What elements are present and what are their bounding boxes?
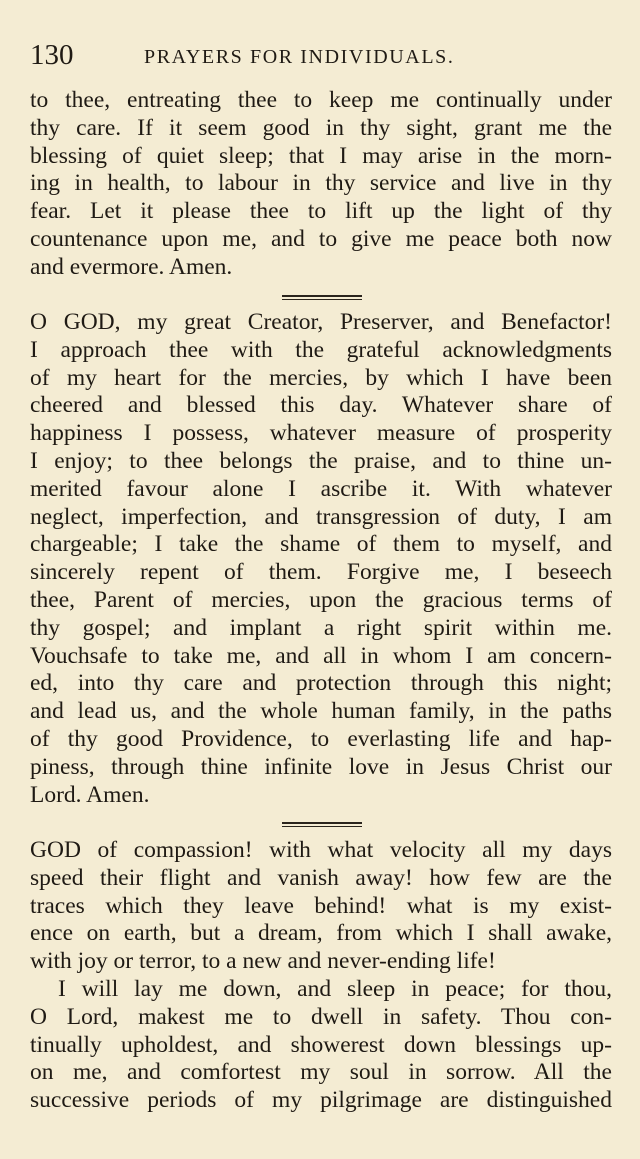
text-line: I enjoy; to thee belongs the praise, and to thine un- — [30, 447, 612, 474]
text-line: O Lord, makest me to dwell in safety. Thou con- — [30, 1003, 612, 1030]
text-line: to thee, entreating thee to keep me continually under — [30, 87, 612, 113]
prayer-paragraph — [30, 309, 612, 809]
section-divider — [282, 295, 362, 297]
running-head: PRAYERS FOR INDIVIDUALS. — [144, 46, 455, 68]
text-line: and evermore. Amen. — [30, 253, 233, 280]
text-line: of my heart for the mercies, by which I have been — [30, 364, 612, 391]
text-line: of thy good Providence, to everlasting life and hap- — [30, 725, 612, 752]
section-divider — [282, 822, 362, 824]
text-line: and lead us, and the whole human family, in the paths — [30, 698, 612, 725]
text-line: successive periods of my pilgrimage are distinguished — [30, 1087, 612, 1114]
text-line: ing in health, to labour in thy service and live in thy — [30, 170, 612, 197]
text-line: thy gospel; and implant a right spirit within me. — [30, 614, 612, 641]
text-line: blessing of quiet sleep; that I may arise in the morn- — [30, 142, 612, 169]
text-line: chargeable; I take the shame of them to myself, and — [30, 531, 612, 558]
text-line: thy care. If it seem good in thy sight, grant me the — [30, 114, 612, 141]
text-line: I approach thee with the grateful acknowledgments — [30, 336, 612, 363]
text-line: GOD of compassion! with what velocity all my days — [30, 837, 612, 863]
text-line: cheered and blessed this day. Whatever share of — [30, 392, 612, 419]
text-line: countenance upon me, and to give me peace both now — [30, 225, 612, 252]
text-line: Vouchsafe to take me, and all in whom I am concern- — [30, 642, 612, 669]
text-line: thee, Parent of mercies, upon the gracious terms of — [30, 586, 612, 613]
page-header — [30, 38, 620, 72]
text-line: neglect, imperfection, and transgression of duty, I am — [30, 503, 612, 530]
text-line: speed their flight and vanish away! how few are the — [30, 864, 612, 891]
text-line: happiness I possess, whatever measure of prosperity — [30, 420, 612, 447]
text-line: ed, into thy care and protection through this night; — [30, 670, 612, 697]
text-line: ence on earth, but a dream, from which I shall awake, — [30, 920, 612, 947]
text-line: traces which they leave behind! what is my exist- — [30, 892, 612, 919]
prayer-paragraph — [30, 837, 612, 1115]
text-line: sincerely repent of them. Forgive me, I beseech — [30, 559, 612, 586]
text-line: O GOD, my great Creator, Preserver, and Benefactor! — [30, 309, 612, 335]
text-line: Lord. Amen. — [30, 781, 150, 808]
text-line: tinually upholdest, and showerest down blessings up- — [30, 1031, 612, 1058]
text-line: piness, through thine infinite love in Jesus Christ our — [30, 753, 612, 780]
text-line: fear. Let it please thee to lift up the light of thy — [30, 198, 612, 225]
paragraph-continuation — [30, 87, 612, 282]
text-line: on me, and comfortest my soul in sorrow. All the — [30, 1059, 612, 1086]
text-line: with joy or terror, to a new and never-ending life! — [30, 948, 496, 975]
text-line: merited favour alone I ascribe it. With whatever — [30, 475, 612, 502]
page-number: 130 — [30, 39, 74, 71]
text-line: I will lay me down, and sleep in peace; for thou, — [58, 975, 612, 1002]
